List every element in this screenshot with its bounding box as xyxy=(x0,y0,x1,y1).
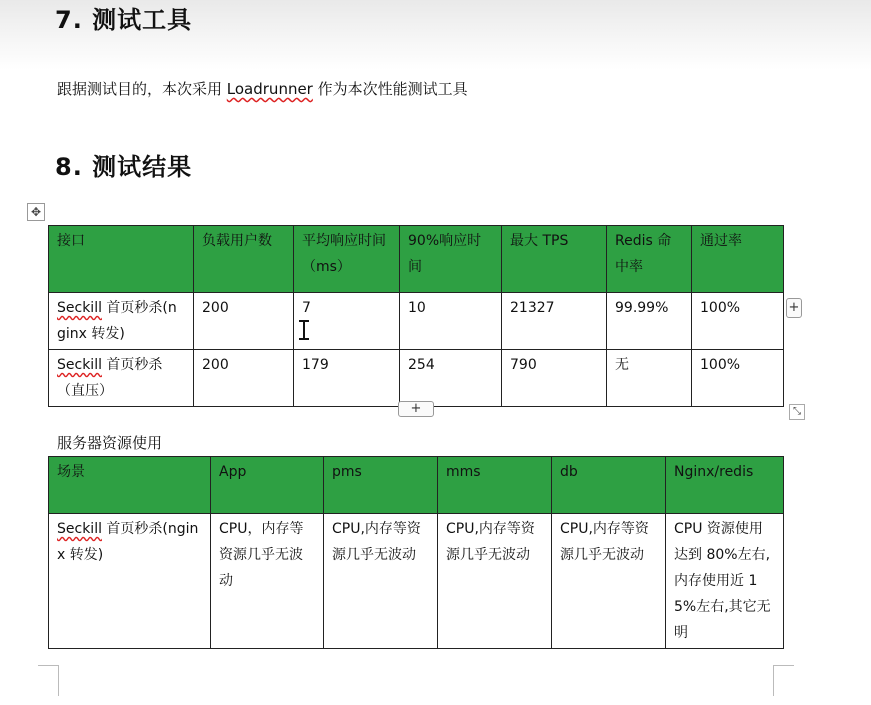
table-row xyxy=(49,293,784,350)
table-cell[interactable]: CPU,内存等资源几乎无波动 xyxy=(438,514,552,649)
heading-section-7: 7. 测试工具 xyxy=(55,6,193,34)
heading-section-8: 8. 测试结果 xyxy=(55,153,193,181)
table-cell[interactable]: 7 xyxy=(294,293,400,350)
tool-sentence-after: 作为本次性能测试工具 xyxy=(312,80,468,98)
header-cell: 平均响应时间（ms） xyxy=(294,226,400,293)
add-column-plus-icon[interactable]: + xyxy=(786,298,802,318)
table-cell[interactable]: 100% xyxy=(692,293,784,350)
tool-sentence xyxy=(57,78,468,99)
header-cell: db xyxy=(552,457,666,514)
table-cell[interactable]: 21327 xyxy=(502,293,607,350)
server-resource-table xyxy=(48,456,784,649)
seckill-word: Seckill xyxy=(57,521,102,537)
header-cell: 负载用户数 xyxy=(194,226,294,293)
tool-sentence-before: 跟据测试目的，本次采用 xyxy=(57,80,227,98)
header-cell: mms xyxy=(438,457,552,514)
table-cell[interactable]: 790 xyxy=(502,350,607,407)
table-row xyxy=(49,350,784,407)
seckill-word: Seckill xyxy=(57,300,102,316)
table-cell[interactable]: 179 xyxy=(294,350,400,407)
header-cell: Nginx/redis xyxy=(666,457,784,514)
header-cell: 场景 xyxy=(49,457,211,514)
test-results-table xyxy=(48,225,784,407)
interface-name-rest: 首页秒杀（直压） xyxy=(57,357,163,399)
table-cell[interactable]: CPU 资源使用达到 80%左右,内存使用近 15%左右,其它无明 xyxy=(666,514,784,649)
text-cursor-icon xyxy=(303,320,305,340)
table-move-handle-icon[interactable]: ✥ xyxy=(27,203,45,221)
header-cell: 90%响应时间 xyxy=(400,226,502,293)
page-margin-mark xyxy=(38,665,59,696)
scenario-cell[interactable] xyxy=(49,514,211,649)
tool-name: Loadrunner xyxy=(226,80,313,98)
add-row-plus-icon[interactable]: + xyxy=(398,401,434,417)
table-cell[interactable]: 无 xyxy=(607,350,692,407)
table-header-row xyxy=(49,457,784,514)
header-cell: pms xyxy=(324,457,438,514)
server-caption: 服务器资源使用 xyxy=(57,434,163,452)
header-cell: 最大 TPS xyxy=(502,226,607,293)
header-cell: 通过率 xyxy=(692,226,784,293)
interface-name-rest: 首页秒杀(nginx 转发) xyxy=(57,300,177,342)
table-row xyxy=(49,514,784,649)
table-resize-icon[interactable]: ⤡ xyxy=(789,404,805,420)
table-cell[interactable]: 100% xyxy=(692,350,784,407)
table-header-row xyxy=(49,226,784,293)
table-cell[interactable]: 200 xyxy=(194,293,294,350)
interface-cell[interactable] xyxy=(49,350,194,407)
page-margin-mark xyxy=(773,665,794,696)
table-cell[interactable]: 200 xyxy=(194,350,294,407)
header-cell: App xyxy=(211,457,324,514)
seckill-word: Seckill xyxy=(57,357,102,373)
table-cell[interactable]: CPU,内存等资源几乎无波动 xyxy=(552,514,666,649)
table-cell[interactable]: 10 xyxy=(400,293,502,350)
header-cell: Redis 命中率 xyxy=(607,226,692,293)
table-cell[interactable]: 99.99% xyxy=(607,293,692,350)
interface-cell[interactable] xyxy=(49,293,194,350)
header-cell: 接口 xyxy=(49,226,194,293)
scenario-name-rest: 首页秒杀(nginx 转发) xyxy=(57,521,199,563)
table-cell[interactable]: CPU，内存等资源几乎无波动 xyxy=(211,514,324,649)
table-cell[interactable]: 254 xyxy=(400,350,502,407)
table-cell[interactable]: CPU,内存等资源几乎无波动 xyxy=(324,514,438,649)
